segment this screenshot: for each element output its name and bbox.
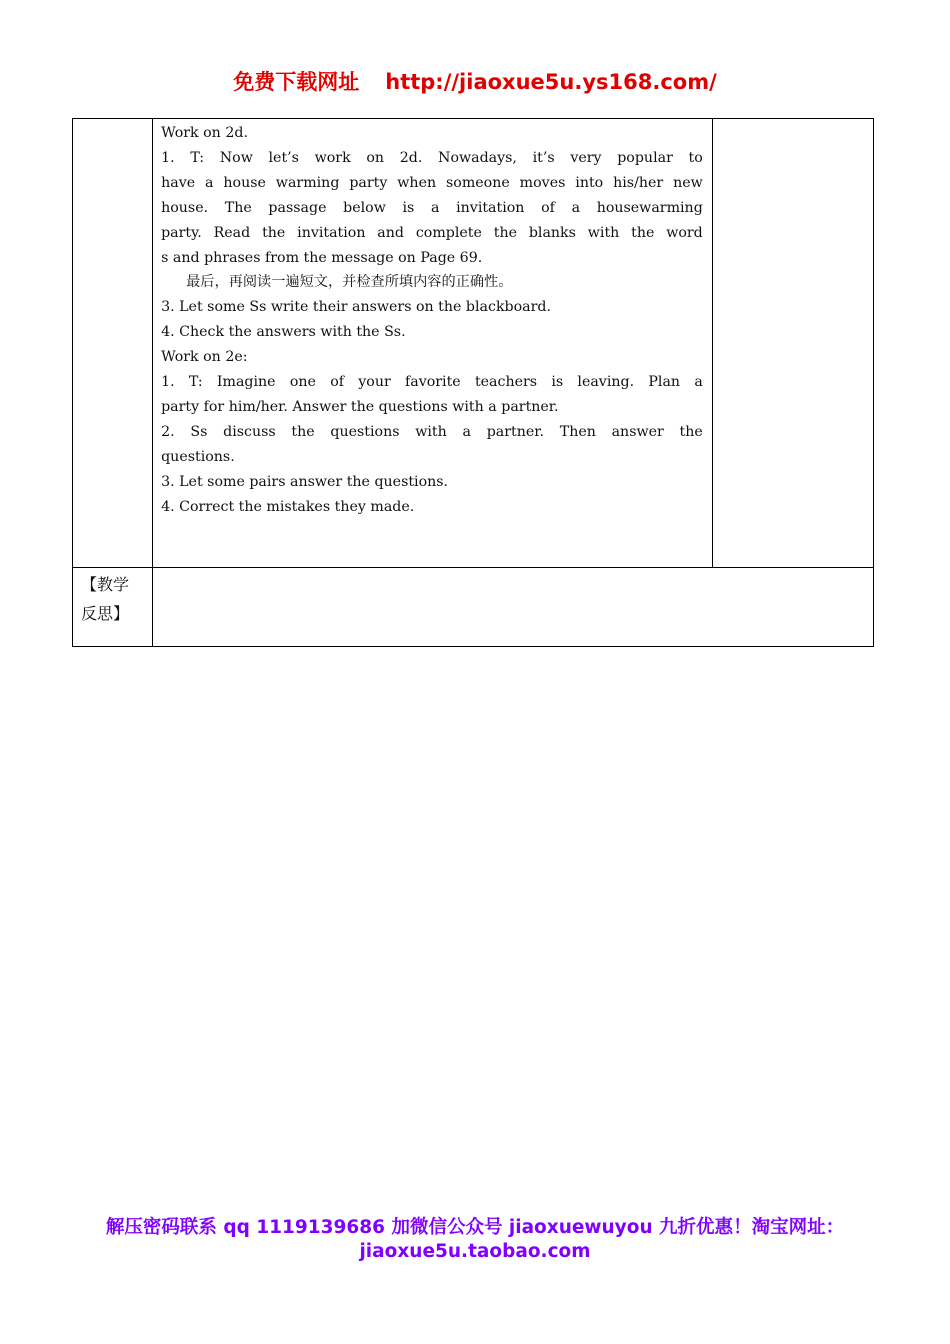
reflection-label-line: 【教学 xyxy=(81,575,130,594)
header-label: 免费下载网址 xyxy=(233,70,360,94)
footer-promo xyxy=(0,1216,950,1264)
step-2d-3: 3. Let some Ss write their answers on the blackboard. xyxy=(161,299,551,316)
teaching-process-row xyxy=(73,119,874,568)
notes-cell xyxy=(712,119,873,568)
lesson-plan-table xyxy=(72,118,874,647)
step-2d-1-line: s and phrases from the message on Page 69. xyxy=(161,249,483,266)
stage-label-cell xyxy=(73,119,153,568)
reflection-content-cell xyxy=(153,568,874,647)
header-url[interactable]: http://jiaoxue5u.ys168.com/ xyxy=(385,70,717,94)
step-2e-1-line: party for him/her. Answer the questions with a partner. xyxy=(161,398,559,415)
reflection-label-line: 反思】 xyxy=(81,604,130,623)
step-2e-3: 3. Let some pairs answer the questions. xyxy=(161,473,449,490)
teaching-steps-cell xyxy=(153,119,713,568)
step-2d-1-line: house. The passage below is a invitation of a housewarming xyxy=(161,199,703,216)
footer-shop-url[interactable]: jiaoxue5u.taobao.com xyxy=(359,1241,591,1262)
reflection-row xyxy=(73,568,874,647)
section-2d-title: Work on 2d. xyxy=(161,125,248,141)
step-2d-1-line: have a house warming party when someone moves into his/her new xyxy=(161,174,703,191)
header-download-link[interactable] xyxy=(0,66,950,96)
step-2d-1-line: 1. T: Now let’s work on 2d. Nowadays, it’s very popular to xyxy=(161,149,703,166)
step-2e-4: 4. Correct the mistakes they made. xyxy=(161,498,415,515)
footer-contact-line: 解压密码联系 qq 1119139686 加微信公众号 jiaoxuewuyou 九折优惠！淘宝网址： xyxy=(105,1217,845,1238)
section-2e-title: Work on 2e: xyxy=(161,349,248,366)
step-2d-2: 最后，再阅读一遍短文，并检查所填内容的正确性。 xyxy=(186,274,513,291)
step-2e-2-line: 2. Ss discuss the questions with a partner. Then answer the xyxy=(161,423,703,440)
step-2e-2-line: questions. xyxy=(161,448,235,465)
teaching-steps-content xyxy=(153,119,712,520)
reflection-label-cell xyxy=(73,568,153,647)
step-2d-1-line: party. Read the invitation and complete the blanks with the word xyxy=(161,224,703,241)
step-2d-4: 4. Check the answers with the Ss. xyxy=(161,324,406,341)
step-2e-1-line: 1. T: Imagine one of your favorite teachers is leaving. Plan a xyxy=(161,374,703,391)
